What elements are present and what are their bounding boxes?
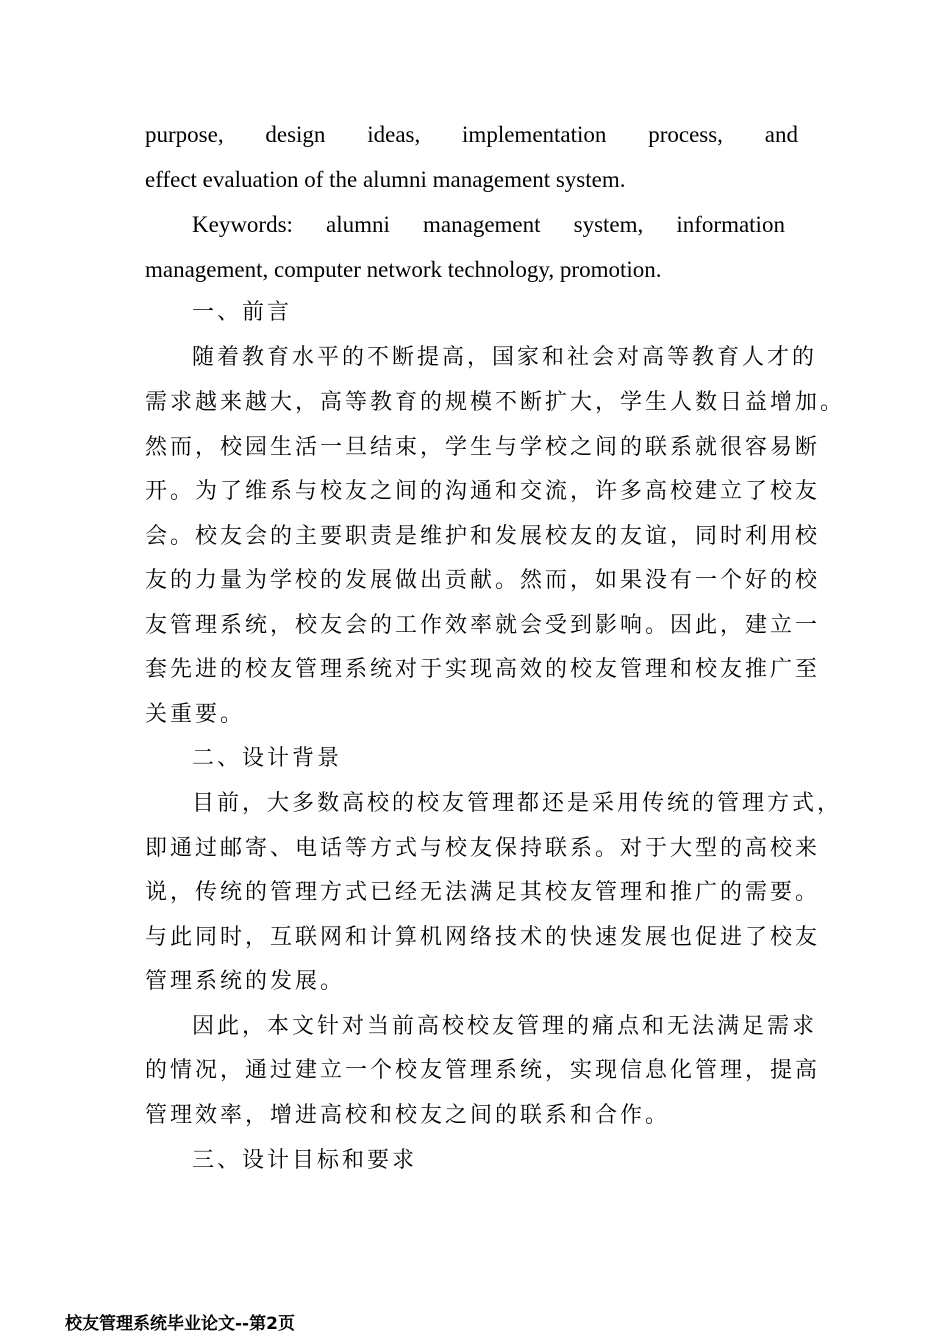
word: design (265, 122, 326, 147)
keywords-label: Keywords: (192, 212, 293, 237)
paragraph-line: 友的力量为学校的发展做出贡献。然而，如果没有一个好的校 (145, 568, 821, 593)
paragraph-line: 然而，校园生活一旦结束，学生与学校之间的联系就很容易断 (145, 435, 821, 460)
abstract-line-1 (145, 123, 798, 146)
paragraph-line: 需求越来越大，高等教育的规模不断扩大，学生人数日益增加。 (145, 390, 846, 415)
word: purpose, (145, 122, 224, 147)
keyword: management (423, 212, 541, 237)
paragraph-line: 开。为了维系与校友之间的沟通和交流，许多高校建立了校友 (145, 479, 821, 504)
paragraph-line: 管理效率，增进高校和校友之间的联系和合作。 (145, 1103, 671, 1128)
paragraph-line: 关重要。 (145, 702, 246, 727)
keyword: system, (573, 212, 644, 237)
page-footer: 校友管理系统毕业论文--第2页 (65, 1314, 295, 1334)
paragraph-line: 的情况，通过建立一个校友管理系统，实现信息化管理，提高 (145, 1058, 821, 1083)
paragraph-line: 套先进的校友管理系统对于实现高效的校友管理和校友推广至 (145, 657, 821, 682)
word: and (764, 122, 798, 147)
paragraph-line: 友管理系统，校友会的工作效率就会受到影响。因此，建立一 (145, 613, 821, 638)
keyword: information (676, 212, 785, 237)
paragraph-line: 会。校友会的主要职责是维护和发展校友的友谊，同时利用校 (145, 524, 821, 549)
section-heading-3: 三、设计目标和要求 (192, 1148, 418, 1173)
section-heading-1: 一、前言 (192, 300, 293, 325)
keywords-line-2: management, computer network technology, promotion. (145, 257, 662, 282)
keyword: alumni (326, 212, 390, 237)
paragraph-line: 随着教育水平的不断提高，国家和社会对高等教育人才的 (192, 345, 818, 370)
word: process, (648, 122, 723, 147)
word: implementation (462, 122, 607, 147)
word: ideas, (367, 122, 421, 147)
keywords-line-1 (192, 213, 785, 236)
paragraph-line: 与此同时，互联网和计算机网络技术的快速发展也促进了校友 (145, 925, 821, 950)
paragraph-line: 因此，本文针对当前高校校友管理的痛点和无法满足需求 (192, 1014, 818, 1039)
paragraph-line: 即通过邮寄、电话等方式与校友保持联系。对于大型的高校来 (145, 836, 821, 861)
abstract-line-2: effect evaluation of the alumni management system. (145, 167, 626, 192)
paragraph-line: 目前，大多数高校的校友管理都还是采用传统的管理方式， (192, 791, 843, 816)
section-heading-2: 二、设计背景 (192, 746, 343, 771)
paragraph-line: 说，传统的管理方式已经无法满足其校友管理和推广的需要。 (145, 880, 821, 905)
paragraph-line: 管理系统的发展。 (145, 969, 346, 994)
